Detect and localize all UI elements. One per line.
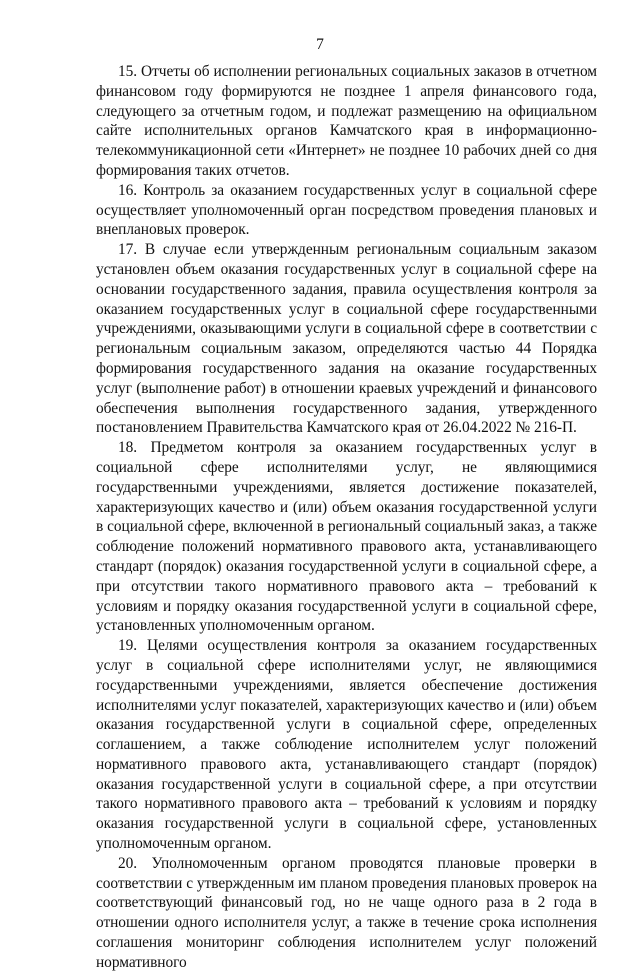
page-number: 7 xyxy=(316,36,324,53)
paragraph-19: 19. Целями осуществления контроля за оказанием государственных услуг в социальной сфере исполнителями услуг, не являющимися государственными учреждениями, является обеспечение достижения исполнителями услуг показателей, характеризующих качество и (или) объем оказания государственной услуги в социальной сфере, определенных соглашением, а также соблюдение исполнителем услуг положений нормативного правового акта, устанавливающего стандарт (порядок) оказания государственной услуги в социальной сфере, а при отсутствии такого нормативного правового акта – требований к условиям и порядку оказания государственной услуги в социальной сфере, установленных уполномоченным органом. xyxy=(96,637,597,853)
paragraph-20: 20. Уполномоченным органом проводятся плановые проверки в соответствии с утвержденным им планом проведения плановых проверок на соответствующий финансовый год, но не чаще одного раза в 2 года в отношении одного исполнителя услуг, а также в течение срока исполнения соглашения мониторинг соблюдения исполнителем услуг положений нормативного xyxy=(96,854,597,971)
paragraph-16: 16. Контроль за оказанием государственных услуг в социальной сфере осуществляет уполномоченный орган посредством проведения плановых и внеплановых проверок. xyxy=(96,181,597,239)
paragraph-15: 15. Отчеты об исполнении региональных социальных заказов в отчетном финансовом году формируются не позднее 1 апреля финансового года, следующего за отчетным годом, и подлежат размещению на официальном сайте исполнительных органов Камчатского края в информационно-телекоммуникационной сети «Интернет» не позднее 10 рабочих дней со дня формирования таких отчетов. xyxy=(96,63,597,179)
document-body xyxy=(96,62,597,973)
paragraph-17: 17. В случае если утвержденным региональным социальным заказом установлен объем оказания государственных услуг в социальной сфере на основании государственного задания, правила осуществления контроля за оказанием государственных услуг в социальной сфере государственными учреждениями, оказывающими услуги в социальной сфере в соответствии с региональным социальным заказом, определяются частью 44 Порядка формирования государственного задания на оказание государственных услуг (выполнение работ) в отношении краевых учреждений и финансового обеспечения выполнения государственного задания, утвержденного постановлением Правительства Камчатского края от 26.04.2022 № 216-П. xyxy=(96,241,597,437)
paragraph-18: 18. Предметом контроля за оказанием государственных услуг в социальной сфере исполнителями услуг, не являющимися государственными учреждениями, является достижение показателей, характеризующих качество и (или) объем оказания государственной услуги в социальной сфере, включенной в региональный социальный заказ, а также соблюдение положений нормативного правового акта, устанавливающего стандарт (порядок) оказания государственной услуги в социальной сфере, а при отсутствии такого нормативного правового акта – требований к условиям и порядку оказания государственной услуги в социальной сфере, установленных уполномоченным органом. xyxy=(96,439,597,635)
